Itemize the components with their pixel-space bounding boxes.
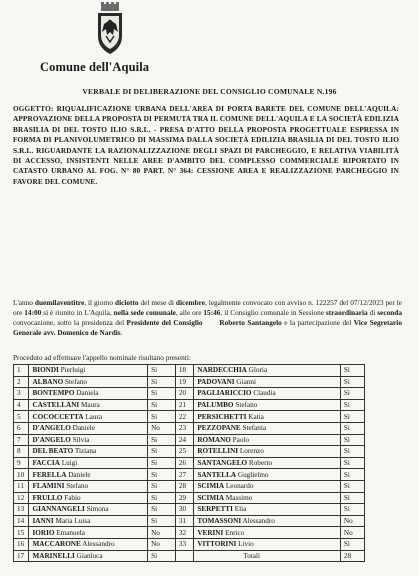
row-number: 25 (175, 446, 193, 458)
row-number: 19 (175, 376, 193, 388)
presence-value: Si (340, 457, 364, 469)
councillor-name: SANTANGELO Roberto (194, 457, 341, 469)
presence-value: Si (340, 434, 364, 446)
row-number: 16 (14, 538, 29, 550)
row-number: 9 (14, 457, 29, 469)
comune-title: Comune dell'Aquila (40, 60, 150, 74)
table-row (14, 446, 365, 458)
row-number: 3 (14, 388, 29, 400)
row-number: 32 (175, 527, 193, 539)
row-number: 33 (175, 538, 193, 550)
table-row (14, 550, 365, 562)
councillor-name: PAGLIARICCIO Claudia (194, 388, 341, 400)
presence-value: Si (340, 480, 364, 492)
row-number: 24 (175, 434, 193, 446)
row-number: 12 (14, 492, 29, 504)
appello-caption: Proceduto ad effettuare l'appello nominale risultano presenti: (13, 353, 191, 362)
coat-of-arms-icon (93, 2, 127, 58)
row-number: 4 (14, 399, 29, 411)
presence-value: Si (148, 480, 176, 492)
presence-value: Si (148, 434, 176, 446)
row-number: 22 (175, 411, 193, 423)
councillor-name: PADOVANI Gianni (194, 376, 341, 388)
councillor-name: D'ANGELO Daniele (29, 422, 148, 434)
table-row (14, 365, 365, 377)
table-row (14, 388, 365, 400)
table-row (14, 457, 365, 469)
row-number: 27 (175, 469, 193, 481)
presence-value: Si (148, 457, 176, 469)
table-row (14, 515, 365, 527)
councillor-name: GIANNANGELI Simona (29, 504, 148, 516)
councillor-name: FLAMINI Stefano (29, 480, 148, 492)
councillor-name: D'ANGELO Silvia (29, 434, 148, 446)
row-number: 20 (175, 388, 193, 400)
presence-value: No (340, 527, 364, 539)
row-number: 1 (14, 365, 29, 377)
presence-value: No (340, 515, 364, 527)
presence-value: Si (148, 365, 176, 377)
row-number: 26 (175, 457, 193, 469)
presence-value: Si (148, 399, 176, 411)
totals-value: 28 (340, 550, 364, 562)
attendance-table (13, 364, 365, 562)
row-number: 29 (175, 492, 193, 504)
row-number: 31 (175, 515, 193, 527)
row-number: 30 (175, 504, 193, 516)
presence-value: Si (148, 469, 176, 481)
row-number: 10 (14, 469, 29, 481)
row-number: 18 (175, 365, 193, 377)
row-number: 14 (14, 515, 29, 527)
councillor-name: PERSICHETTI Katia (194, 411, 341, 423)
presence-value: Si (340, 365, 364, 377)
councillor-name: SANTELLA Guglielmo (194, 469, 341, 481)
presence-value: Si (340, 504, 364, 516)
table-row (14, 469, 365, 481)
councillor-name: CASTELLANI Maura (29, 399, 148, 411)
oggetto-paragraph: OGGETTO: RIQUALIFICAZIONE URBANA DELL'AREA DI PORTA BARETE DEL COMUNE DELL'AQUILA: APPROVAZIONE DELLA PROPOSTA DI PERMUTA TRA IL COMUNE DELL'AQUILA E LA SOCIETÀ EDILIZIA BRASILIA DI DEL TOSTO ILIO S.R.L. - PRESA D'ATTO DELLA PROPOSTA PROGETTUALE ESPRESSA IN FORMA DI PLANIVOLUMETRICO DI MASSIMA DALLA SOCIETÀ EDILIZIA BRASILIA DI DEL TOSTO ILIO S.R.L. RIGUARDANTE LA RAZIONALIZZAZIONE DEGLI SPAZI DI PARCHEGGIO, E RELATIVA VIABILITÀ DI ACCESSO, INSISTENTI NELLE AREE D'AMBITO DEL COMPLESSO COMMERCIALE RIPORTATO IN CATASTO URBANO AL FOG. N° 80 PART. N° 364: CESSIONE AREA E REALIZZAZIONE PARCHEGGIO IN FAVORE DEL COMUNE. (13, 104, 399, 186)
councillor-name: FRULLO Fabio (29, 492, 148, 504)
councillor-name: VITTORINI Livio (194, 538, 341, 550)
councillor-name: FACCIA Luigi (29, 457, 148, 469)
councillor-name: PEZZOPANE Stefania (194, 422, 341, 434)
presence-value: No (148, 422, 176, 434)
presence-value: Si (340, 388, 364, 400)
councillor-name: ALBANO Stefano (29, 376, 148, 388)
row-number: 17 (14, 550, 29, 562)
table-row (14, 538, 365, 550)
row-number: 13 (14, 504, 29, 516)
councillor-name: PALUMBO Stefano (194, 399, 341, 411)
row-number: 11 (14, 480, 29, 492)
councillor-name: DEL BEATO Tiziana (29, 446, 148, 458)
councillor-name: SCIMIA Massimo (194, 492, 341, 504)
table-row (14, 434, 365, 446)
councillor-name: TOMASSONI Alessandro (194, 515, 341, 527)
presence-value: Si (340, 446, 364, 458)
councillor-name: SERPETTI Elia (194, 504, 341, 516)
row-number (175, 550, 193, 562)
presence-value: Si (148, 550, 176, 562)
presence-value: Si (340, 469, 364, 481)
councillor-name: FERELLA Daniele (29, 469, 148, 481)
row-number: 5 (14, 411, 29, 423)
row-number: 7 (14, 434, 29, 446)
councillor-name: COCOCCETTA Laura (29, 411, 148, 423)
councillor-name: BIONDI Pierluigi (29, 365, 148, 377)
table-row (14, 504, 365, 516)
councillor-name: IANNI Maria Luisa (29, 515, 148, 527)
totals-label: Totali (194, 550, 341, 562)
councillor-name: BONTEMPO Daniela (29, 388, 148, 400)
table-row (14, 422, 365, 434)
presence-value: Si (148, 492, 176, 504)
presence-value: Si (148, 446, 176, 458)
councillor-name: ROMANO Paolo (194, 434, 341, 446)
row-number: 15 (14, 527, 29, 539)
presence-value: Si (148, 388, 176, 400)
row-number: 2 (14, 376, 29, 388)
row-number: 23 (175, 422, 193, 434)
row-number: 6 (14, 422, 29, 434)
table-row (14, 492, 365, 504)
intro-paragraph: L'anno duemilaventitre, il giorno diciotto del mese di dicembre, legalmente convocato con avviso n. 122257 del 07/12/2023 per le ore 14:00 si è riunito in L'Aquila, nella sede comunale, alle ore 15:46, il Consiglio comunale in Sessione straordinaria di seconda convocazione, sotto la presidenza del Presidente del Consiglio Roberto Santangelo e la partecipazione del Vice Segretario Generale avv. Domenico de Nardis. (13, 298, 402, 337)
presence-value: Si (148, 515, 176, 527)
councillor-name: SCIMIA Leonardo (194, 480, 341, 492)
table-row (14, 376, 365, 388)
councillor-name: ROTELLINI Lorenzo (194, 446, 341, 458)
table-row (14, 527, 365, 539)
presence-value: Si (340, 411, 364, 423)
verbale-heading: VERBALE DI DELIBERAZIONE DEL CONSIGLIO COMUNALE N.196 (82, 87, 337, 96)
presence-value: No (148, 538, 176, 550)
row-number: 28 (175, 480, 193, 492)
councillor-name: VERINI Enrico (194, 527, 341, 539)
councillor-name: IORIO Emanuela (29, 527, 148, 539)
presence-value: Si (340, 422, 364, 434)
councillor-name: MACCARONE Alessandro (29, 538, 148, 550)
presence-value: No (148, 527, 176, 539)
table-row (14, 399, 365, 411)
presence-value: Si (148, 504, 176, 516)
table-row (14, 480, 365, 492)
row-number: 21 (175, 399, 193, 411)
presence-value: Si (340, 492, 364, 504)
presence-value: Si (148, 411, 176, 423)
councillor-name: MARINELLI Gianluca (29, 550, 148, 562)
presence-value: Si (340, 399, 364, 411)
presence-value: Si (340, 538, 364, 550)
presence-value: Si (148, 376, 176, 388)
row-number: 8 (14, 446, 29, 458)
councillor-name: NARDECCHIA Gloria (194, 365, 341, 377)
table-row (14, 411, 365, 423)
presence-value: Si (340, 376, 364, 388)
